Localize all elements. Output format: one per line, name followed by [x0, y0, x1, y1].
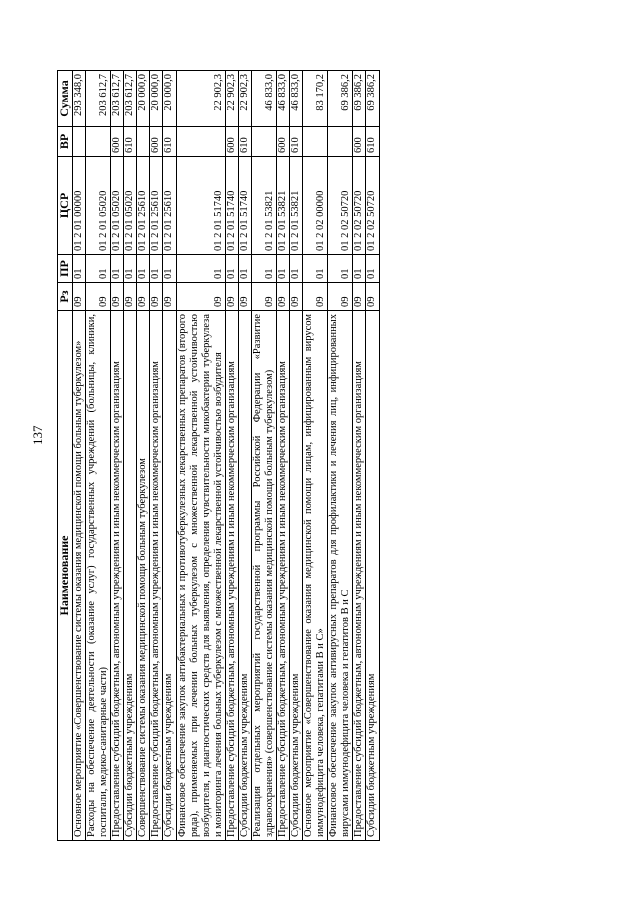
row-sum: 69 386,2: [353, 71, 366, 127]
table-body: [73, 71, 380, 841]
row-name: Субсидии бюджетным учреждениям: [238, 311, 251, 841]
row-pr: 01: [137, 255, 150, 283]
budget-table: [57, 70, 380, 841]
row-name: Предоставление субсидий бюджетным, автономным учреждениям и иным некоммерческим организациям: [225, 311, 238, 841]
row-csr: 01 2 01 25610: [150, 157, 163, 255]
row-rz: 09: [150, 283, 163, 311]
row-vr: 610: [124, 127, 137, 157]
table-row: [86, 71, 111, 841]
row-sum: 203 612,7: [111, 71, 124, 127]
table-row: [277, 71, 290, 841]
row-name: Предоставление субсидий бюджетным, автономным учреждениям и иным некоммерческим организациям: [111, 311, 124, 841]
row-sum: 22 902,3: [225, 71, 238, 127]
row-rz: 09: [86, 283, 111, 311]
row-rz: 09: [277, 283, 290, 311]
row-csr: 01 2 01 25610: [137, 157, 150, 255]
row-sum: 46 833,0: [290, 71, 303, 127]
row-pr: 01: [124, 255, 137, 283]
row-pr: 01: [86, 255, 111, 283]
row-name: Финансовое обеспечение закупок антибактериальных и противотуберкулезных лекарственных препаратов (второго ряда), применяемых при лечении больных туберкулезом с множественной лекарственной устойчивостью возбудителя, и диагностических средств для выявления, определения чувствительности микобактерии туберкулеза и мониторинга лечения больных туберкулезом с множественной лекарственной устойчивостью возбудителя: [176, 311, 225, 841]
row-vr: [328, 127, 353, 157]
row-sum: 293 348,0: [73, 71, 86, 127]
header-csr: ЦСР: [58, 157, 73, 255]
row-vr: [86, 127, 111, 157]
row-rz: 09: [366, 283, 379, 311]
header-rz: Рз: [58, 283, 73, 311]
row-vr: [137, 127, 150, 157]
table-row: [176, 71, 225, 841]
row-rz: 09: [353, 283, 366, 311]
row-csr: 01 2 01 51740: [238, 157, 251, 255]
row-csr: 01 2 01 51740: [225, 157, 238, 255]
row-csr: 01 2 01 51740: [176, 157, 225, 255]
table-row: [111, 71, 124, 841]
row-name: Субсидии бюджетным учреждениям: [124, 311, 137, 841]
table-row: [238, 71, 251, 841]
row-vr: 600: [150, 127, 163, 157]
row-name: Реализация отдельных мероприятий государственной программы Российской Федерации «Развитие здравоохранения» (совершенствование системы оказания медицинской помощи больным туберкулезом): [251, 311, 276, 841]
row-vr: [176, 127, 225, 157]
row-rz: 09: [251, 283, 276, 311]
page-number: 137: [30, 425, 45, 445]
row-rz: 09: [238, 283, 251, 311]
row-name: Основное мероприятие «Совершенствование оказания медицинской помощи лицам, инфицированным вирусом иммунодефицита человека, гепатитами B и C»: [303, 311, 328, 841]
row-vr: [303, 127, 328, 157]
table-row: [163, 71, 176, 841]
table-header-row: [58, 71, 73, 841]
row-rz: 09: [176, 283, 225, 311]
row-sum: 83 170,2: [303, 71, 328, 127]
row-csr: 01 2 01 53821: [251, 157, 276, 255]
row-csr: 01 2 02 50720: [366, 157, 379, 255]
row-vr: 600: [111, 127, 124, 157]
row-pr: 01: [111, 255, 124, 283]
table-row: [353, 71, 366, 841]
header-sum: Сумма: [58, 71, 73, 127]
row-rz: 09: [328, 283, 353, 311]
row-rz: 09: [111, 283, 124, 311]
row-name: Предоставление субсидий бюджетным, автономным учреждениям и иным некоммерческим организациям: [277, 311, 290, 841]
row-pr: 01: [163, 255, 176, 283]
row-name: Субсидии бюджетным учреждениям: [290, 311, 303, 841]
table-row: [303, 71, 328, 841]
table-row: [251, 71, 276, 841]
row-csr: 01 2 01 25610: [163, 157, 176, 255]
row-pr: 01: [290, 255, 303, 283]
row-sum: 69 386,2: [366, 71, 379, 127]
header-pr: ПР: [58, 255, 73, 283]
row-pr: 01: [150, 255, 163, 283]
row-csr: 01 2 01 53821: [290, 157, 303, 255]
row-csr: 01 2 01 00000: [73, 157, 86, 255]
row-pr: 01: [328, 255, 353, 283]
row-sum: 203 612,7: [124, 71, 137, 127]
row-pr: 01: [238, 255, 251, 283]
table-row: [328, 71, 353, 841]
table-row: [124, 71, 137, 841]
row-csr: 01 2 02 00000: [303, 157, 328, 255]
row-rz: 09: [124, 283, 137, 311]
row-vr: [251, 127, 276, 157]
row-rz: 09: [137, 283, 150, 311]
row-pr: 01: [353, 255, 366, 283]
row-vr: 600: [277, 127, 290, 157]
row-name: Предоставление субсидий бюджетным, автономным учреждениям и иным некоммерческим организациям: [150, 311, 163, 841]
header-vr: ВР: [58, 127, 73, 157]
table-row: [290, 71, 303, 841]
row-pr: 01: [251, 255, 276, 283]
row-sum: 69 386,2: [328, 71, 353, 127]
row-name: Основное мероприятие «Совершенствование системы оказания медицинской помощи больным туберкулезом»: [73, 311, 86, 841]
row-name: Совершенствование системы оказания медицинской помощи больным туберкулезом: [137, 311, 150, 841]
row-rz: 09: [163, 283, 176, 311]
row-name: Субсидии бюджетным учреждениям: [163, 311, 176, 841]
row-csr: 01 2 02 50720: [328, 157, 353, 255]
row-vr: 610: [163, 127, 176, 157]
row-vr: 600: [353, 127, 366, 157]
row-vr: 610: [238, 127, 251, 157]
table-row: [366, 71, 379, 841]
row-pr: 01: [277, 255, 290, 283]
row-sum: 20 000,0: [163, 71, 176, 127]
row-sum: 46 833,0: [251, 71, 276, 127]
row-sum: 20 000,0: [150, 71, 163, 127]
row-csr: 01 2 02 50720: [353, 157, 366, 255]
row-name: Финансовое обеспечение закупок антивирусных препаратов для профилактики и лечения лиц, инфицированных вирусами иммунодефицита человека и гепатитов B и C: [328, 311, 353, 841]
row-vr: 610: [366, 127, 379, 157]
row-pr: 01: [225, 255, 238, 283]
row-csr: 01 2 01 05020: [124, 157, 137, 255]
row-sum: 22 902,3: [238, 71, 251, 127]
row-sum: 22 902,3: [176, 71, 225, 127]
row-pr: 01: [73, 255, 86, 283]
row-pr: 01: [366, 255, 379, 283]
table-row: [150, 71, 163, 841]
row-pr: 01: [176, 255, 225, 283]
row-pr: 01: [303, 255, 328, 283]
row-vr: [73, 127, 86, 157]
row-vr: 600: [225, 127, 238, 157]
row-csr: 01 2 01 53821: [277, 157, 290, 255]
row-name: Расходы на обеспечение деятельности (оказание услуг) государственных учреждений (больницы, клиники, госпитали, медико-санитарные части): [86, 311, 111, 841]
row-rz: 09: [73, 283, 86, 311]
row-sum: 203 612,7: [86, 71, 111, 127]
row-csr: 01 2 01 05020: [86, 157, 111, 255]
row-csr: 01 2 01 05020: [111, 157, 124, 255]
table-row: [225, 71, 238, 841]
header-name: Наименование: [58, 311, 73, 841]
row-sum: 20 000,0: [137, 71, 150, 127]
row-rz: 09: [225, 283, 238, 311]
table-row: [73, 71, 86, 841]
table-row: [137, 71, 150, 841]
row-rz: 09: [303, 283, 328, 311]
row-name: Предоставление субсидий бюджетным, автономным учреждениям и иным некоммерческим организациям: [353, 311, 366, 841]
rotated-table-wrapper: [57, 71, 590, 841]
row-sum: 46 833,0: [277, 71, 290, 127]
row-name: Субсидии бюджетным учреждениям: [366, 311, 379, 841]
row-rz: 09: [290, 283, 303, 311]
row-vr: 610: [290, 127, 303, 157]
